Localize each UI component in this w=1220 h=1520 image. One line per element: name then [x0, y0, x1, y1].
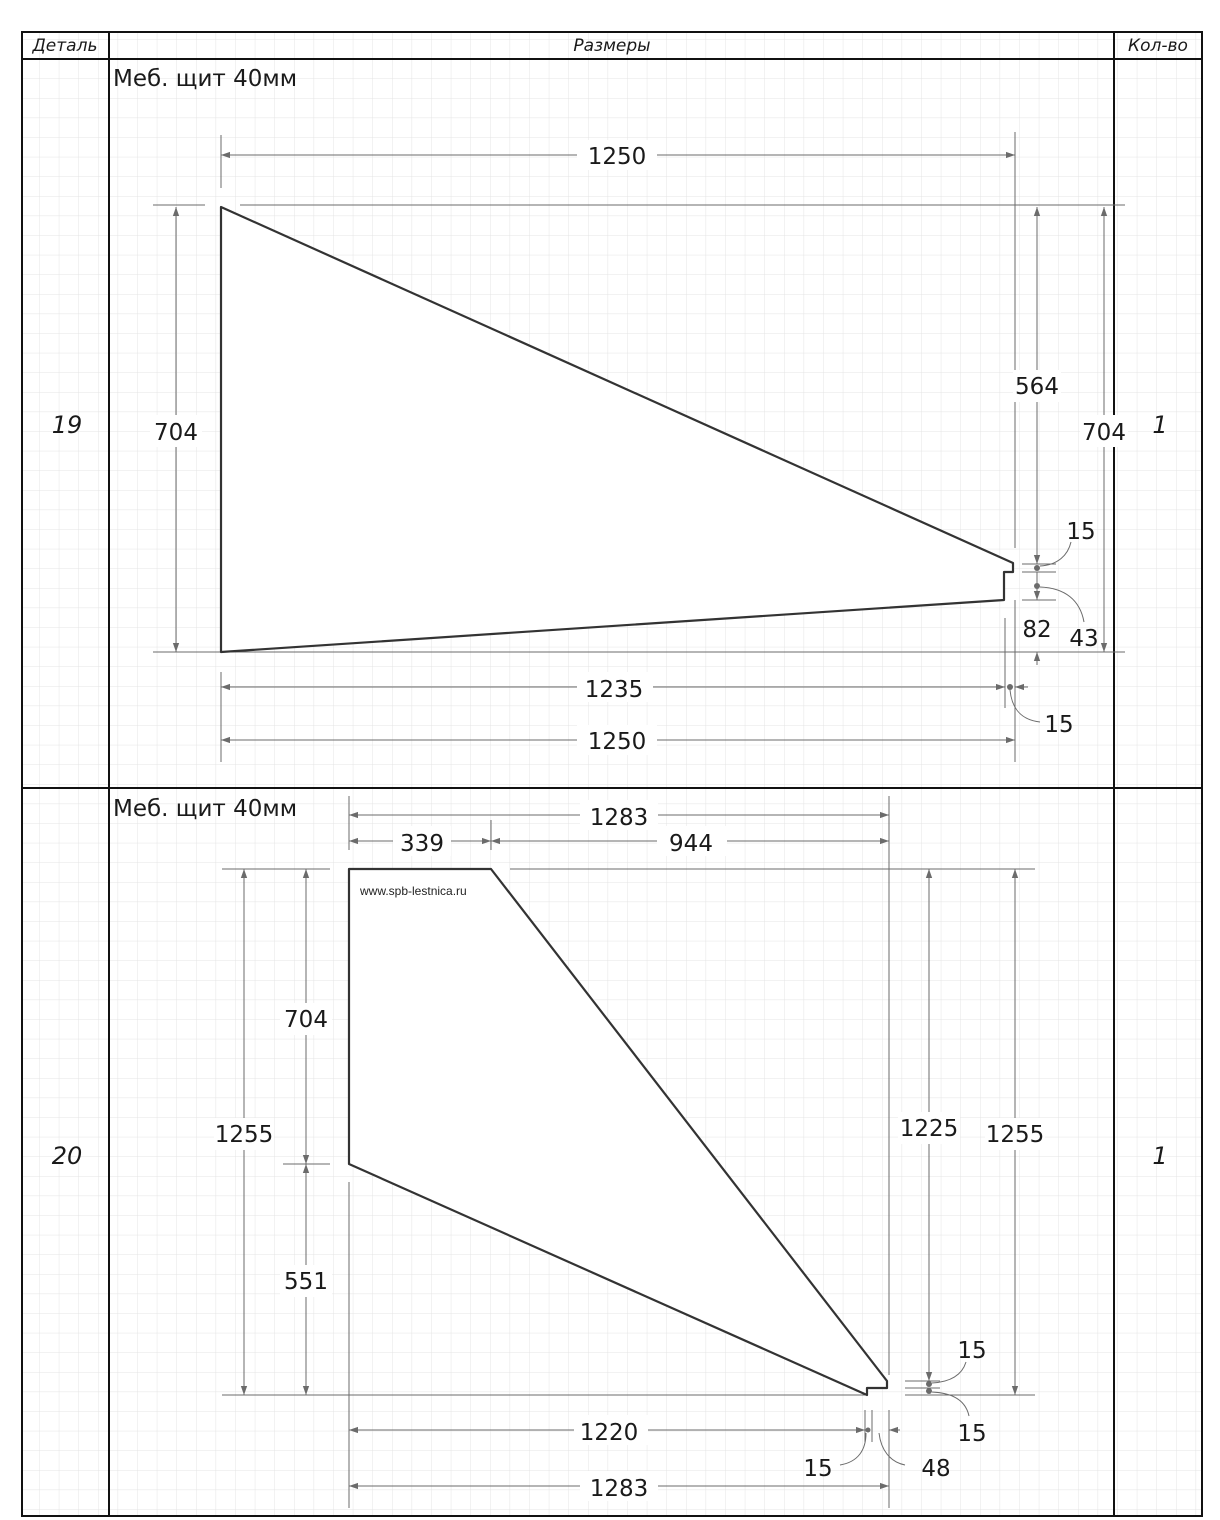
dim-top-left: 339: [400, 831, 444, 857]
part-number: 20: [51, 1142, 83, 1170]
dim-notch-lower: 15: [957, 1421, 987, 1447]
dim-right-total: 1255: [985, 1122, 1045, 1148]
dim-notch-left: 15: [803, 1456, 833, 1482]
watermark-url: www.spb-lestnica.ru: [360, 884, 467, 898]
header-part: Деталь: [32, 36, 98, 56]
dim-left-upper: 704: [284, 1007, 328, 1033]
dim-notch-right: 48: [921, 1456, 951, 1482]
dim-left-height: 704: [154, 420, 198, 446]
header-dimensions: Размеры: [573, 36, 651, 56]
dim-notch-width: 15: [1044, 712, 1074, 738]
dim-notch-height: 15: [1066, 519, 1096, 545]
material-label: Меб. щит 40мм: [113, 796, 298, 822]
dim-top-width: 1250: [587, 144, 647, 170]
dim-bottom-width: 1235: [584, 677, 644, 703]
material-label: Меб. щит 40мм: [113, 66, 298, 92]
dim-right-total: 704: [1082, 420, 1126, 446]
dim-notch-lower: 43: [1069, 626, 1099, 652]
dim-top-right: 944: [669, 831, 713, 857]
dim-bottom-width: 1220: [579, 1420, 639, 1446]
dim-left-lower: 551: [284, 1269, 328, 1295]
part-number: 19: [51, 411, 83, 439]
dim-left-total: 1255: [214, 1122, 274, 1148]
grid-background: [22, 32, 1202, 1516]
quantity-value: 1: [1152, 411, 1168, 439]
dim-bottom-total: 1283: [589, 1476, 649, 1502]
header-qty: Кол-во: [1128, 36, 1188, 56]
dim-bottom-gap: 82: [1022, 617, 1052, 643]
dim-bottom-total: 1250: [587, 729, 647, 755]
dim-right-upper: 564: [1015, 374, 1059, 400]
quantity-value: 1: [1152, 1142, 1168, 1170]
dim-top-total: 1283: [589, 805, 649, 831]
dim-notch-upper: 15: [957, 1338, 987, 1364]
dim-right-inner: 1225: [899, 1116, 959, 1142]
